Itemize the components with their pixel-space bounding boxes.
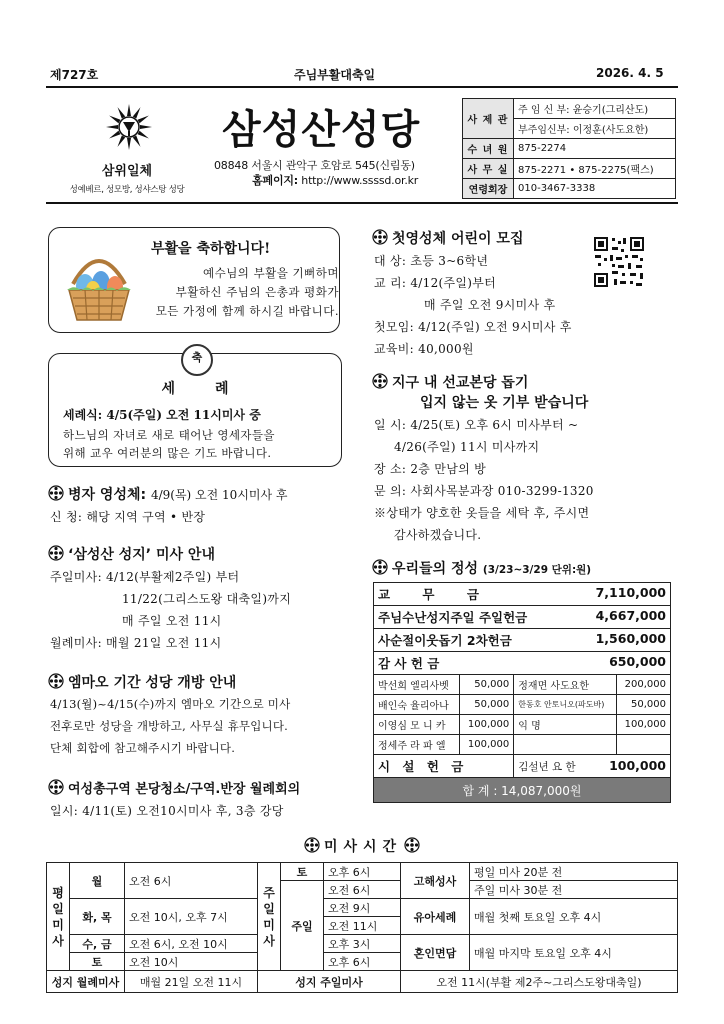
- section-bullet-icon: [372, 229, 388, 245]
- shrine-line: 11/22(그리스도왕 대축일)까지: [122, 592, 292, 606]
- donor-row: 박선희 엘리사벳 50,000 정재면 사도요한 200,000: [374, 675, 671, 695]
- day-label: 수, 금: [70, 935, 125, 953]
- day-label: 주일: [281, 881, 324, 971]
- office-phone: 875-2271 • 875-2275(팩스): [514, 159, 676, 179]
- section-bullet-icon: [48, 779, 64, 795]
- shrine-monthly-mass-time: 매월 21일 오전 11시: [125, 971, 258, 993]
- baptism-heading: 세례: [161, 381, 269, 397]
- council-phone: 010-3467-3338: [514, 179, 676, 199]
- communion-line: 대 상: 초등 3~6학년: [374, 254, 489, 268]
- offering-total-row: [374, 778, 671, 803]
- offering-period: (3/23~3/29 단위:원): [482, 564, 592, 576]
- baptism-line: 하느님의 자녀로 새로 태어난 영세자들을: [63, 428, 275, 442]
- mission-line: 4/26(주일) 11시 미사까지: [394, 440, 540, 454]
- feast-name: 주님부활대축일: [294, 68, 376, 82]
- confession-time: 평일 미사 20분 전: [470, 863, 678, 881]
- facility-offering-row: 시 설 헌 금 김설년 요 한 100,000: [374, 755, 671, 778]
- shrine-line: 주일미사: 4/12(부활제2주일) 부터: [50, 570, 240, 584]
- communion-line: 첫모임: 4/12(주일) 오전 9시미사 후: [374, 320, 572, 334]
- section-bullet-icon: [404, 837, 420, 853]
- celebration-seal-icon: 축: [181, 344, 213, 376]
- donor-row: 배인숙 율리아나 50,000 한동호 안토니오(파도바) 50,000: [374, 695, 671, 715]
- day-label: 월: [70, 863, 125, 899]
- mission-line: ※상태가 양호한 옷들을 세탁 후, 주시면: [374, 506, 590, 520]
- communion-line: 매 주일 오전 9시미사 후: [424, 298, 556, 312]
- top-rule: [46, 86, 678, 88]
- offering-row: 사순절이웃돕기 2차헌금 1,560,000: [374, 629, 671, 652]
- marriage-interview-time: 매월 마지막 토요일 오후 4시: [470, 935, 678, 971]
- motto-block: [52, 160, 202, 195]
- section-bullet-icon: [304, 837, 320, 853]
- easter-line: 모든 가정에 함께 하시길 바랍니다.: [155, 304, 339, 318]
- motto: 삼위일체: [101, 164, 153, 179]
- mission-subheading: 입지 않는 옷 기부 받습니다: [420, 395, 589, 411]
- sunday-mass-label: 주일미사: [258, 863, 281, 971]
- section-bullet-icon: [48, 545, 64, 561]
- easter-line: 예수님의 부활을 기뻐하며: [202, 266, 339, 280]
- easter-greeting-box: [48, 227, 340, 333]
- donor-row: 정세주 라 파 엘 100,000: [374, 735, 671, 755]
- council-label: 연령회장: [463, 179, 514, 199]
- infant-baptism-label: 유아세례: [401, 899, 470, 935]
- mass-time: 오전 9시: [324, 899, 401, 917]
- communion-line: 교 리: 4/12(주일)부터: [374, 276, 497, 290]
- homepage-label: 홈페이지:: [252, 174, 298, 187]
- mass-time: 오전 6시: [324, 881, 401, 899]
- shrine-monthly-mass-label: 성지 월례미사: [47, 971, 125, 993]
- shrine-sunday-mass-time: 오전 11시(부활 제2주~그리스도왕대축일): [401, 971, 678, 993]
- mass-time: 오후 6시: [324, 863, 401, 881]
- donor-row: 이영심 모 니 카 100,000 익 명 100,000: [374, 715, 671, 735]
- mass-time: 오후 3시: [324, 935, 401, 953]
- offering-row: 감 사 헌 금 650,000: [374, 652, 671, 675]
- rectory-label: 사 제 관: [463, 99, 514, 139]
- offering-table: [373, 582, 671, 803]
- section-bullet-icon: [48, 673, 64, 689]
- mass-time: 오후 6시: [324, 953, 401, 971]
- baptism-box: [48, 353, 342, 467]
- marriage-interview-label: 혼인면담: [401, 935, 470, 971]
- section-bullet-icon: [48, 485, 64, 501]
- mission-line: 감사하겠습니다.: [394, 528, 482, 542]
- mission-heading: 지구 내 선교본당 돕기: [372, 372, 528, 392]
- emmaus-line: 전후로만 성당을 개방하고, 사무실 휴무입니다.: [50, 719, 289, 733]
- easter-heading: 부활을 축하합니다!: [151, 241, 271, 257]
- address-line: 08848 서울시 관악구 호암로 545(신림동): [214, 159, 415, 172]
- baptism-schedule: 세례식: 4/5(주일) 오전 11시미사 중: [63, 408, 261, 422]
- easter-message: [115, 264, 339, 321]
- parish-title: 삼성산성당: [222, 107, 421, 153]
- weekday-mass-label: 평일미사: [47, 863, 70, 971]
- patron-saints: 성예베르, 성모방, 성샤스탕 성당: [69, 185, 185, 195]
- address-block: [214, 158, 418, 188]
- mass-time: 오전 6시, 오전 10시: [125, 935, 258, 953]
- emmaus-line: 단체 회합에 참고해주시기 바랍니다.: [50, 741, 236, 755]
- offering-heading: 우리들의 정성 (3/23~3/29 단위:원): [372, 558, 591, 578]
- mission-line: 문 의: 사회사목분과장 010-3299-1320: [374, 484, 594, 498]
- communion-line: 교육비: 40,000원: [374, 342, 474, 356]
- baptism-line: 위해 교우 여러분의 많은 기도 바랍니다.: [63, 446, 272, 460]
- women-district-heading: 여성총구역 본당청소/구역.반장 월례회의: [48, 778, 300, 797]
- women-district-line: 일시: 4/11(토) 오전10시미사 후, 3층 강당: [50, 804, 284, 818]
- mass-schedule-title: 미사시간: [0, 836, 724, 856]
- infant-baptism-time: 매월 첫째 토요일 오후 4시: [470, 899, 678, 935]
- emmaus-line: 4/13(월)~4/15(수)까지 엠마오 기간으로 미사: [50, 697, 291, 711]
- homepage-link[interactable]: http://www.ssssd.or.kr: [301, 174, 419, 187]
- issue-number: 제727호: [50, 68, 99, 82]
- day-label: 화, 목: [70, 899, 125, 935]
- shrine-mass-heading: ‘삼성산 성지’ 미사 안내: [48, 544, 215, 564]
- mission-line: 일 시: 4/25(토) 오후 6시 미사부터 ~: [374, 418, 579, 432]
- emmaus-heading: 엠마오 기간 성당 개방 안내: [48, 672, 236, 692]
- qr-code-icon[interactable]: [592, 235, 646, 289]
- shrine-sunday-mass-label: 성지 주일미사: [258, 971, 401, 993]
- sick-communion-time: 4/9(목) 오전 10시미사 후: [150, 488, 288, 502]
- section-bullet-icon: [372, 559, 388, 575]
- sick-communion-heading: 병자 영성체: 4/9(목) 오전 10시미사 후: [48, 484, 288, 504]
- offering-row: 교 무 금 7,110,000: [374, 583, 671, 606]
- convent-phone: 875-2274: [514, 139, 676, 159]
- day-label: 토: [70, 953, 125, 971]
- mass-time: 오전 10시, 오후 7시: [125, 899, 258, 935]
- section-bullet-icon: [372, 373, 388, 389]
- header-rule: [46, 202, 678, 204]
- sick-communion-apply: 신 청: 해당 지역 구역 • 반장: [50, 510, 206, 524]
- assistant-pastor-name: 부주임신부: 이정훈(사도요한): [514, 119, 676, 139]
- shrine-line: 월례미사: 매월 21일 오전 11시: [50, 636, 222, 650]
- mass-time: 오전 11시: [324, 917, 401, 935]
- offering-row: 주님수난성지주일 주일헌금 4,667,000: [374, 606, 671, 629]
- mass-schedule-table: [46, 862, 678, 993]
- office-label: 사 무 실: [463, 159, 514, 179]
- issue-date: 2026. 4. 5: [596, 66, 664, 80]
- baptism-message: [63, 426, 333, 462]
- parish-logo-icon: [100, 98, 158, 156]
- mass-time: 오전 10시: [125, 953, 258, 971]
- day-label: 토: [281, 863, 324, 881]
- offering-total: 합 계 : 14,087,000원: [374, 778, 671, 803]
- shrine-line: 매 주일 오전 11시: [122, 614, 222, 628]
- mass-time: 오전 6시: [125, 863, 258, 899]
- confession-label: 고해성사: [401, 863, 470, 899]
- first-communion-heading: 첫영성체 어린이 모집: [372, 228, 523, 248]
- contact-table: [462, 98, 676, 199]
- easter-line: 부활하신 주님의 은총과 평화가: [175, 285, 339, 299]
- pastor-name: 주 임 신 부: 윤승기(그리산도): [514, 99, 676, 119]
- mission-line: 장 소: 2층 만남의 방: [374, 462, 486, 476]
- confession-time: 주일 미사 30분 전: [470, 881, 678, 899]
- convent-label: 수 녀 원: [463, 139, 514, 159]
